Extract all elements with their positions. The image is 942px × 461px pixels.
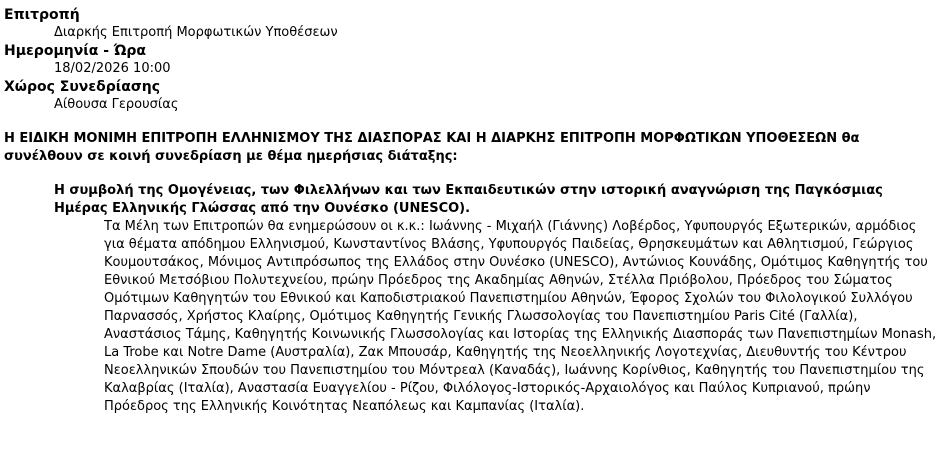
venue-value: Αίθουσα Γερουσίας xyxy=(54,97,179,112)
committee-value: Διαρκής Επιτροπή Μορφωτικών Υποθέσεων xyxy=(54,25,338,40)
datetime-value: 18/02/2026 10:00 xyxy=(54,61,171,76)
committee-label: Επιτροπή xyxy=(4,7,80,23)
agenda-item-description: Τα Μέλη των Επιτροπών θα ενημερώσουν οι κ.κ.: Ιωάννης - Μιχαήλ (Γιάννης) Λοβέρδος, Υφυπουργός Εξωτερικών, αρμόδιος για θέματα απόδημου Ελληνισμού, Κωνσταντίνος Βλάσης, Υφυπουργός Παιδείας, Θρησκευμάτων και Αθλητισμού, Γεώργιος Κουμουτσάκος, Μόνιμος Αντιπρόσωπος της Ελλάδος στην Ουνέσκο (UNESCO), Αντώνιος Κουνάδης, Ομότιμος Καθηγητής του Εθνικού Μετσόβιου Πολυτεχνείου, πρώην Πρόεδρος της Ακαδημίας Αθηνών, Στέλλα Πριόβολου, Πρόεδρος του Σώματος Ομότιμων Καθηγητών του Εθνικού και Καποδιστριακού Πανεπιστημίου Αθηνών, Έφορος Σχολών του Φιλολογικού Συλλόγου Παρνασσός, Χρήστος Κλαίρης, Ομότιμος Καθηγητής Γενικής Γλωσσολογίας του Πανεπιστημίου Paris Cité (Γαλλία), Αναστάσιος Τάμης, Καθηγητής Κοινωνικής Γλωσσολογίας και Ιστορίας της Ελληνικής Διασποράς των Πανεπιστημίων Monash, La Trobe και Notre Dame (Αυστραλία), Ζακ Μπουσάρ, Καθηγητής της Νεοελληνικής Λογοτεχνίας, Διευθυντής του Κέντρου Νεοελληνικών Σπουδών του Πανεπιστημίου του Μόντρεαλ (Καναδάς), Ιωάννης Κορίνθιος, Καθηγητής του Πανεπιστημίου της Καλαβρίας (Ιταλία), Αναστασία Ευαγγελίου - Ρίζου, Φιλόλογος-Ιστορικός-Αρχαιολόγος και Παύλος Κυπριανού, πρώην Πρόεδρος της Ελληνικής Κοινότητας Νεαπόλεως και Καμπανίας (Ιταλία). xyxy=(104,219,937,414)
datetime-label: Ημερομηνία - Ώρα xyxy=(4,43,147,59)
venue-label: Χώρος Συνεδρίασης xyxy=(4,79,161,95)
intro-text: Η ΕΙΔΙΚΗ ΜΟΝΙΜΗ ΕΠΙΤΡΟΠΗ ΕΛΛΗΝΙΣΜΟΥ ΤΗΣ ΔΙΑΣΠΟΡΑΣ ΚΑΙ Η ΔΙΑΡΚΗΣ ΕΠΙΤΡΟΠΗ ΜΟΡΦΩΤΙΚΩΝ ΥΠΟΘΕΣΕΩΝ θα συνέλθουν σε κοινή συνεδρίαση με θέμα ημερήσιας διάταξης: xyxy=(4,131,860,164)
agenda-item-title: Η συμβολή της Ομογένειας, των Φιλελλήνων και των Εκπαιδευτικών στην ιστορική αναγνώριση της Παγκόσμιας Ημέρας Ελληνικής Γλώσσας από την Ουνέσκο (UNESCO). xyxy=(54,183,883,216)
